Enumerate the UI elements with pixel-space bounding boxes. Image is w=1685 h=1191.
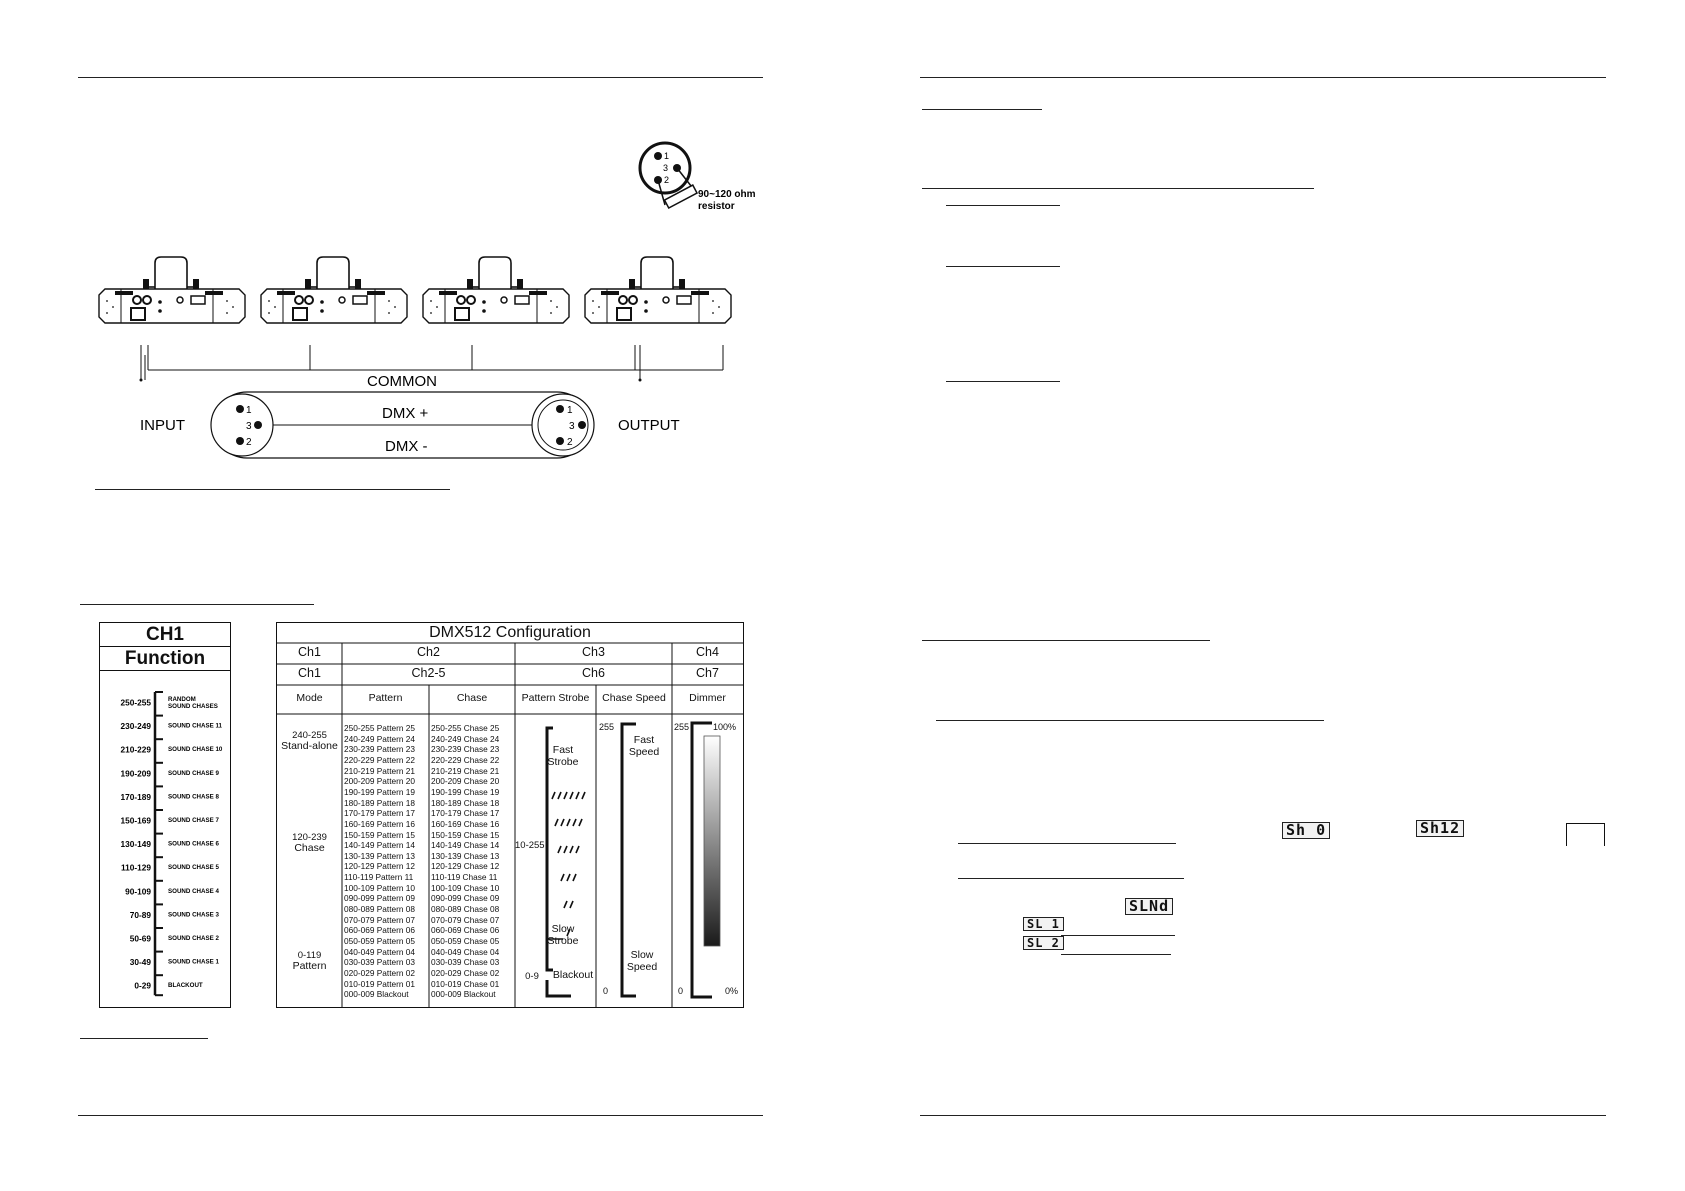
ch1-function-label: SOUND CHASE 2 [168,935,219,942]
chase-list-item: 240-249 Chase 24 [431,733,500,744]
col-pattern: Pattern [368,692,403,704]
col-chase-speed: Chase Speed [602,692,666,704]
heading-underline [958,843,1176,844]
heading-underline [1061,935,1175,936]
chase-list-item: 180-189 Chase 18 [431,797,500,808]
strobe-fast-2: Strobe [547,756,579,768]
ch1-function-table [99,622,231,1008]
ch1-range-label: 110-129 [121,862,151,873]
dimmer-scale [672,714,743,1007]
heading-underline [80,604,314,605]
strobe-fast: Fast [552,744,574,756]
strobe-mark [573,819,576,826]
pattern-list-item: 250-255 Pattern 25 [344,723,416,733]
output-pin-2: 2 [567,437,573,448]
chase-list-item: 250-255 Chase 25 [431,723,500,733]
speed-slow: Slow [630,949,654,961]
ch1-function-label: SOUND CHASES [168,703,218,710]
chase-list-item: 040-049 Chase 04 [431,946,500,957]
pattern-list-item: 050-059 Pattern 05 [344,936,416,946]
ch1-range-label: 70-89 [129,909,151,920]
lcd-display-sl1: SL 1 [1023,917,1064,931]
chase-list-item: 020-029 Chase 02 [431,967,500,978]
hdr-ch1: Ch1 [298,645,321,659]
hdr-ch2: Ch2 [417,645,440,659]
strobe-mark [552,792,555,799]
left-page-top-rule [78,77,763,78]
mode-pattern-range: 0-119 [297,950,322,961]
col-mode: Mode [296,692,323,704]
dmx-table-title: DMX512 Configuration [429,624,591,641]
strobe-blackout-range: 0-9 [525,971,539,982]
dimmer-max-pct: 100% [713,722,737,732]
ch1-range-label: 130-149 [120,839,151,850]
heading-underline [922,188,1314,189]
strobe-mark [570,901,573,908]
fixture-unit [423,257,569,323]
col-dimmer: Dimmer [689,692,726,704]
speed-max: 255 [599,722,615,732]
ch1-range-label: 150-169 [120,815,151,826]
heading-underline [946,266,1060,267]
hdr2-ch1: Ch1 [298,666,321,680]
chase-list-item: 050-059 Chase 05 [431,936,500,946]
strobe-mark [579,819,582,826]
partial-box [1566,823,1605,846]
strobe-mark [567,819,570,826]
strobe-mark [570,846,573,853]
chase-list-item: 110-119 Chase 11 [431,872,498,883]
pin-3-label: 3 [663,163,669,173]
input-label: INPUT [140,417,185,434]
dimmer-min: 0 [678,986,684,996]
pattern-list-item: 120-129 Pattern 12 [344,861,416,872]
pattern-list-item: 170-179 Pattern 17 [344,808,416,819]
dimmer-gradient-bar [704,736,720,946]
pattern-list-item: 240-249 Pattern 24 [344,733,416,744]
mode-chase: Chase [294,842,325,854]
dmx-plus-label: DMX + [382,405,429,422]
strobe-mark [558,846,561,853]
pattern-list-item: 040-049 Pattern 04 [344,946,416,957]
strobe-mark [564,901,567,908]
ch1-range-label: 210-229 [120,744,151,755]
pattern-list-item: 110-119 Pattern 11 [344,872,414,883]
pin-2-label: 2 [664,175,670,185]
right-page-top-rule [920,77,1606,78]
ch1-function-label: SOUND CHASE 11 [168,722,222,730]
pattern-list-item: 200-209 Pattern 20 [344,776,416,787]
dmx512-table [276,622,744,1008]
ch1-range-label: 0-29 [134,980,151,991]
output-pin-3: 3 [569,421,575,432]
pattern-list-item: 160-169 Pattern 16 [344,818,416,829]
strobe-mark [561,819,564,826]
heading-underline [958,878,1184,879]
mode-pattern: Pattern [292,960,327,972]
ch1-subtitle: Function [100,647,230,671]
dimmer-max: 255 [674,722,690,732]
ch1-range-label: 250-255 [120,697,151,708]
heading-underline [922,109,1042,110]
output-pin-1: 1 [567,405,573,416]
heading-underline [80,1038,208,1039]
col-chase: Chase [456,692,488,704]
ch1-function-label: SOUND CHASE 4 [168,887,219,895]
strobe-range: 10-255 [515,840,545,851]
strobe-mark [561,874,564,881]
speed-min: 0 [603,986,609,996]
heading-underline [95,489,450,490]
hdr2-ch7: Ch7 [696,666,719,680]
pattern-list-item: 100-109 Pattern 10 [344,882,416,893]
hdr2-ch6: Ch6 [582,666,605,680]
pattern-list-item: 060-069 Pattern 06 [344,925,416,936]
terminator-diagram [630,135,765,215]
ch1-function-label: SOUND CHASE 1 [168,958,219,966]
heading-underline [1061,954,1171,955]
chase-list-item: 210-219 Chase 21 [431,765,500,776]
ch1-function-label: RANDOM [168,696,196,703]
pattern-list-item: 130-139 Pattern 13 [344,850,416,861]
strobe-mark [567,874,570,881]
chase-list-item: 150-159 Chase 15 [431,829,500,840]
lcd-display-sh0: Sh 0 [1282,822,1330,839]
chase-list-item: 010-019 Chase 01 [431,978,500,989]
col-pattern-strobe: Pattern Strobe [521,692,590,704]
right-page-bottom-rule [920,1115,1606,1116]
ch1-scale [100,623,230,1007]
dimmer-min-pct: 0% [725,986,739,996]
ch1-function-label: SOUND CHASE 3 [168,911,219,919]
hdr-ch3: Ch3 [582,645,605,659]
input-pin-1: 1 [246,405,252,416]
chase-list-item: 200-209 Chase 20 [431,776,500,787]
ch1-function-label: SOUND CHASE 9 [168,769,219,777]
chase-list-item: 140-149 Chase 14 [431,840,500,851]
lcd-display-sh12: Sh12 [1416,820,1464,837]
pattern-list-item: 180-189 Pattern 18 [344,797,416,808]
pattern-list-item: 090-099 Pattern 09 [344,893,416,904]
ch1-range-label: 50-69 [129,933,151,944]
pattern-list-item: 030-039 Pattern 03 [344,957,416,968]
strobe-mark [555,819,558,826]
chase-list-item: 220-229 Chase 22 [431,754,500,765]
pattern-list-item: 220-229 Pattern 22 [344,754,416,765]
mode-standalone-range: 240-255 [292,730,327,741]
chase-list-item: 190-199 Chase 19 [431,786,500,797]
pattern-list-item: 190-199 Pattern 19 [344,786,416,797]
mode-chase-range: 120-239 [292,832,327,843]
chase-list-item: 120-129 Chase 12 [431,861,500,872]
chase-list-item: 130-139 Chase 13 [431,850,500,861]
chase-list-item: 160-169 Chase 16 [431,818,500,829]
hdr-ch4: Ch4 [696,645,719,659]
pattern-list-item: 210-219 Pattern 21 [344,765,416,776]
strobe-mark [576,846,579,853]
heading-underline [946,381,1060,382]
dmx-minus-label: DMX - [385,438,428,455]
chase-list-item: 000-009 Blackout [431,989,496,1000]
input-pin-2: 2 [246,437,252,448]
strobe-blackout: Blackout [552,969,594,981]
strobe-mark [582,792,585,799]
pattern-list-item: 080-089 Pattern 08 [344,904,416,915]
strobe-mark [573,874,576,881]
speed-slow-2: Speed [626,961,658,973]
pattern-list-item: 000-009 Blackout [344,989,409,1000]
ch1-title: CH1 [100,623,230,647]
pattern-list-item: 020-029 Pattern 02 [344,967,416,978]
pattern-list-item: 140-149 Pattern 14 [344,840,416,851]
ch1-function-label: SOUND CHASE 10 [168,746,223,754]
pin-1-label: 1 [664,151,670,161]
pattern-list-item: 010-019 Pattern 01 [344,978,416,989]
chase-list-item: 100-109 Chase 10 [431,882,500,893]
fixture-unit [99,257,245,323]
strobe-slow: Slow [551,923,575,935]
strobe-mark [570,792,573,799]
terminator-label: 90~120 ohm [698,189,756,200]
chase-list-item: 230-239 Chase 23 [431,744,500,755]
fixture-unit [261,257,407,323]
chase-list-item: 090-099 Chase 09 [431,893,500,904]
chase-list-item: 070-079 Chase 07 [431,914,500,925]
ch1-function-label: SOUND CHASE 6 [168,840,219,848]
ch1-function-label: SOUND CHASE 5 [168,864,219,872]
ch1-function-label: SOUND CHASE 7 [168,817,219,824]
strobe-mark [558,792,561,799]
pin-1-dot [654,152,662,160]
chase-list-item: 080-089 Chase 08 [431,904,500,915]
hdr2-ch2-5: Ch2-5 [411,666,446,680]
heading-underline [922,640,1210,641]
strobe-mark [564,792,567,799]
chase-list-item: 030-039 Chase 03 [431,957,500,968]
mode-standalone: Stand-alone [281,740,338,752]
heading-underline [946,205,1060,206]
input-pin-3: 3 [246,421,252,432]
pattern-list-item: 150-159 Pattern 15 [344,829,416,840]
strobe-mark [564,846,567,853]
ch1-range-label: 30-49 [129,957,151,968]
terminator-label-2: resistor [698,201,735,212]
ch1-range-label: 190-209 [120,768,151,779]
ch1-function-label: SOUND CHASE 8 [168,793,219,801]
speed-fast: Fast [633,734,655,746]
output-label: OUTPUT [618,417,680,434]
dmx-chain-diagram [95,255,755,470]
pattern-list-item: 230-239 Pattern 23 [344,744,416,755]
ch1-range-label: 90-109 [125,886,151,897]
pattern-list-item: 070-079 Pattern 07 [344,914,416,925]
speed-fast-2: Speed [628,746,660,758]
strobe-mark [576,792,579,799]
strobe-slow-2: Strobe [547,935,579,947]
ch1-range-label: 230-249 [120,721,151,732]
left-page-bottom-rule [78,1115,763,1116]
common-label: COMMON [367,373,437,390]
chase-list-item: 060-069 Chase 06 [431,925,500,936]
lcd-display-sl2: SL 2 [1023,936,1064,950]
fixture-unit [585,257,731,323]
ch1-range-label: 170-189 [120,791,151,802]
ch1-function-label: BLACKOUT [168,982,203,990]
chase-list-item: 170-179 Chase 17 [431,808,500,819]
heading-underline [936,720,1324,721]
lcd-display-slnd: SLNd [1125,898,1173,915]
